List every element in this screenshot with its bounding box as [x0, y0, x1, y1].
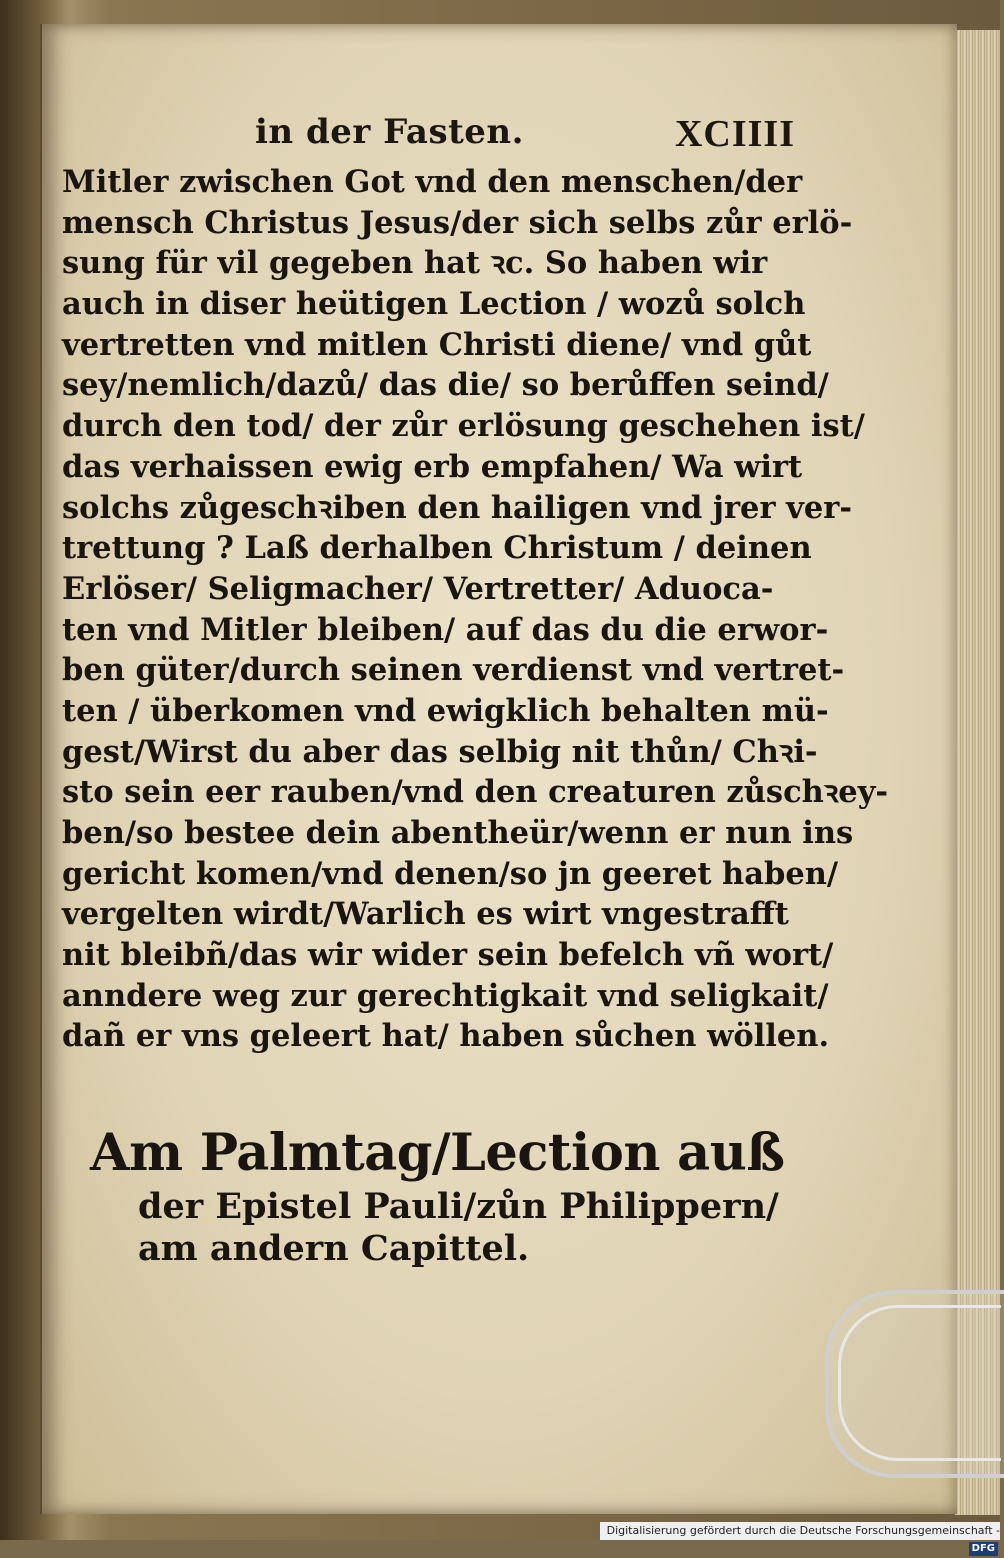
- text-line: auch in diser heütigen Lection / wozů solch: [62, 286, 806, 323]
- text-line: ten / überkomen vnd ewigklich behalten mü-: [62, 692, 829, 729]
- text-line: gericht komen/vnd denen/so jn geeret haben/: [62, 855, 839, 892]
- text-line: solchs zůgeschꝛiben den hailigen vnd jrer ver-: [62, 489, 852, 526]
- body-text: [62, 162, 889, 1057]
- text-line: ben/so bestee dein abentheür/wenn er nun ins: [62, 815, 854, 851]
- text-line: ben güter/durch seinen verdienst vnd vertret-: [62, 652, 845, 689]
- running-head: [255, 112, 795, 162]
- text-line: sto sein eer rauben/vnd den creaturen zůschꝛey-: [62, 774, 889, 811]
- text-line: durch den tod/ der zůr erlösung geschehen ist/: [62, 408, 865, 445]
- text-line: anndere weg zur gerechtigkait vnd seligkait/: [62, 977, 829, 1014]
- paper-clip-inner: [838, 1305, 1001, 1461]
- text-line: vertretten vnd mitlen Christi diene/ vnd gůt: [62, 326, 812, 363]
- folio-number: XCIIII: [674, 113, 795, 155]
- text-line: mensch Christus Jesus/der sich selbs zůr erlö-: [62, 204, 853, 241]
- text-line: sung für vil gegeben hat ꝛc. So haben wir: [62, 245, 768, 282]
- text-line: gest/Wirst du aber das selbig nit thůn/ Chꝛi-: [62, 733, 818, 770]
- heading-main: Am Palmtag/Lection auß: [90, 1123, 785, 1183]
- text-line: das verhaissen ewig erb empfahen/ Wa wirt: [62, 448, 803, 485]
- text-line: dañ er vns geleert hat/ haben sůchen wöllen.: [62, 1018, 830, 1055]
- heading-subline: am andern Capittel.: [138, 1228, 530, 1269]
- text-line: trettung ? Laß derhalben Christum / deinen: [62, 530, 812, 567]
- dfg-logo: DFG: [969, 1542, 998, 1556]
- heading-subline: der Epistel Pauli/zůn Philippern/: [138, 1186, 779, 1227]
- text-line: Erlöser/ Seligmacher/ Vertretter/ Aduoca-: [62, 570, 774, 607]
- text-line: nit bleibñ/das wir wider sein befelch vñ wort/: [62, 937, 834, 974]
- text-line: sey/nemlich/dazů/ das die/ so berůffen seind/: [62, 367, 829, 404]
- text-line: Mitler zwischen Got vnd den menschen/der: [62, 164, 803, 200]
- text-line: vergelten wirdt/Warlich es wirt vngestrafft: [62, 896, 789, 933]
- credit-text: Digitalisierung gefördert durch die Deutsche Forschungsgemeinschaft -: [606, 1524, 1000, 1537]
- digitization-credit: [600, 1522, 1000, 1554]
- text-line: ten vnd Mitler bleiben/ auf das du die erwor-: [62, 611, 829, 648]
- section-heading: [90, 1120, 790, 1270]
- running-title: in der Fasten.: [255, 112, 524, 152]
